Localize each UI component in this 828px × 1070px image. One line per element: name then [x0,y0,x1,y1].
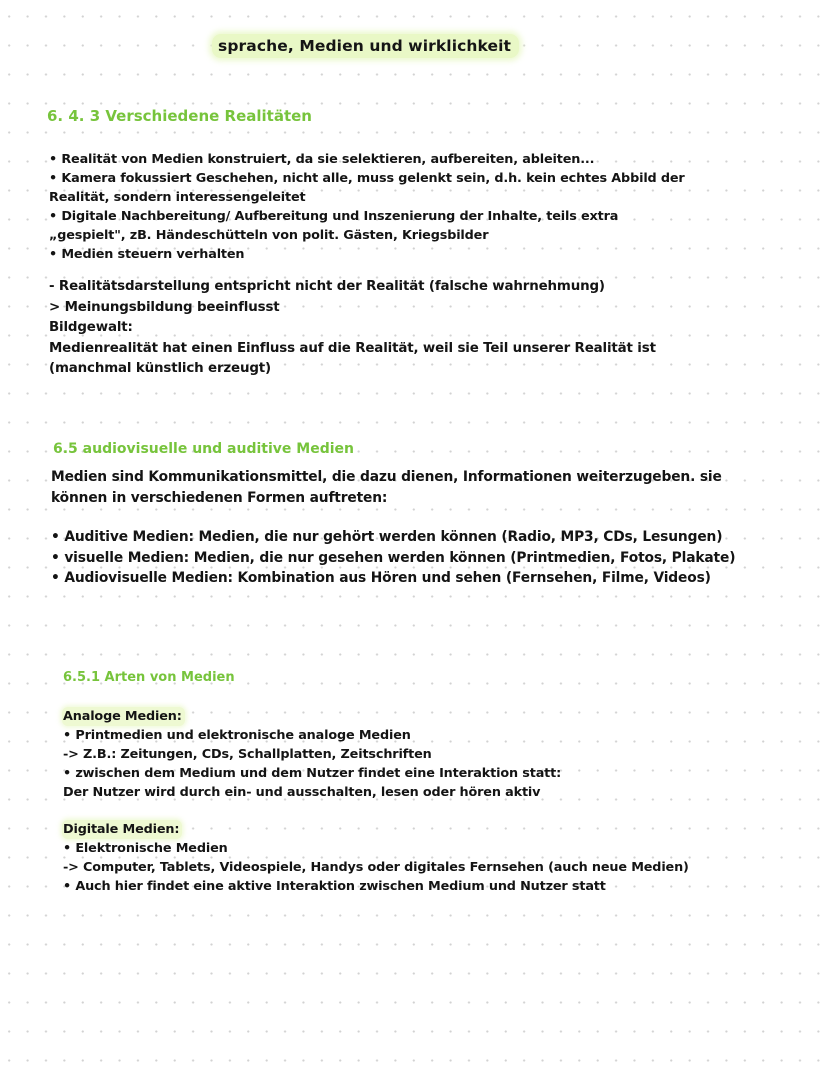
analog-media-block [63,707,561,802]
note-line: Medienrealität hat einen Einfluss auf die Realität, weil sie Teil unserer Realität ist [49,340,656,356]
analog-line: -> Z.B.: Zeitungen, CDs, Schallplatten, Zeitschriften [63,747,432,762]
section-6-4-3-notes [49,277,656,380]
digital-media-block [63,820,689,896]
intro-line: können in verschiedenen Formen auftreten: [51,489,388,506]
bullet-line: • Realität von Medien konstruiert, da sie selektieren, aufbereiten, ableiten... [49,152,595,167]
bullet-line: • Medien steuern verhalten [49,247,245,262]
intro-line: Medien sind Kommunikationsmittel, die dazu dienen, Informationen weiterzugeben. sie [51,469,722,485]
heading-6-5-1: 6.5.1 Arten von Medien [63,670,235,685]
bullet-line: „gespielt", zB. Händeschütteln von polit. Gästen, Kriegsbilder [49,228,489,243]
page-title: sprache, Medien und wirklichkeit [218,37,512,55]
heading-6-5: 6.5 audiovisuelle und auditive Medien [53,441,354,457]
analog-line: • Printmedien und elektronische analoge Medien [63,728,411,743]
bullet-visuelle: • visuelle Medien: Medien, die nur gesehen werden können (Printmedien, Fotos, Plakate) [51,549,736,566]
digital-line: -> Computer, Tablets, Videospiele, Handys oder digitales Fernsehen (auch neue Medien) [63,860,689,875]
digital-line: • Auch hier findet eine aktive Interaktion zwischen Medium und Nutzer statt [63,879,606,894]
digital-line: • Elektronische Medien [63,841,228,856]
section-6-5-intro [51,467,722,508]
bullet-line: • Digitale Nachbereitung/ Aufbereitung und Inszenierung der Inhalte, teils extra [49,209,619,224]
digital-media-label: Digitale Medien: [62,820,182,839]
title-highlight [212,34,519,58]
analog-line: • zwischen dem Medium und dem Nutzer findet eine Interaktion statt: [63,766,562,781]
note-line: (manchmal künstlich erzeugt) [49,361,272,376]
analog-line: Der Nutzer wird durch ein- und ausschalten, lesen oder hören aktiv [63,785,541,800]
bullet-auditive: • Auditive Medien: Medien, die nur gehört werden können (Radio, MP3, CDs, Lesungen) [51,529,723,545]
heading-6-4-3: 6. 4. 3 Verschiedene Realitäten [47,107,312,125]
bullet-line: Realität, sondern interessengeleitet [49,190,306,205]
section-6-5-bullets [51,527,735,589]
bullet-line: • Kamera fokussiert Geschehen, nicht alle, muss gelenkt sein, d.h. kein echtes Abbild der [49,171,685,186]
note-line: > Meinungsbildung beeinflusst [49,299,280,315]
section-6-4-3-bullets [49,150,685,264]
analog-media-label: Analoge Medien: [62,707,185,726]
note-label-bildgewalt: Bildgewalt: [49,320,133,335]
bullet-audiovisuelle: • Audiovisuelle Medien: Kombination aus Hören und sehen (Fernsehen, Filme, Videos) [51,570,711,586]
note-line: - Realitätsdarstellung entspricht nicht der Realität (falsche wahrnehmung) [49,279,605,294]
